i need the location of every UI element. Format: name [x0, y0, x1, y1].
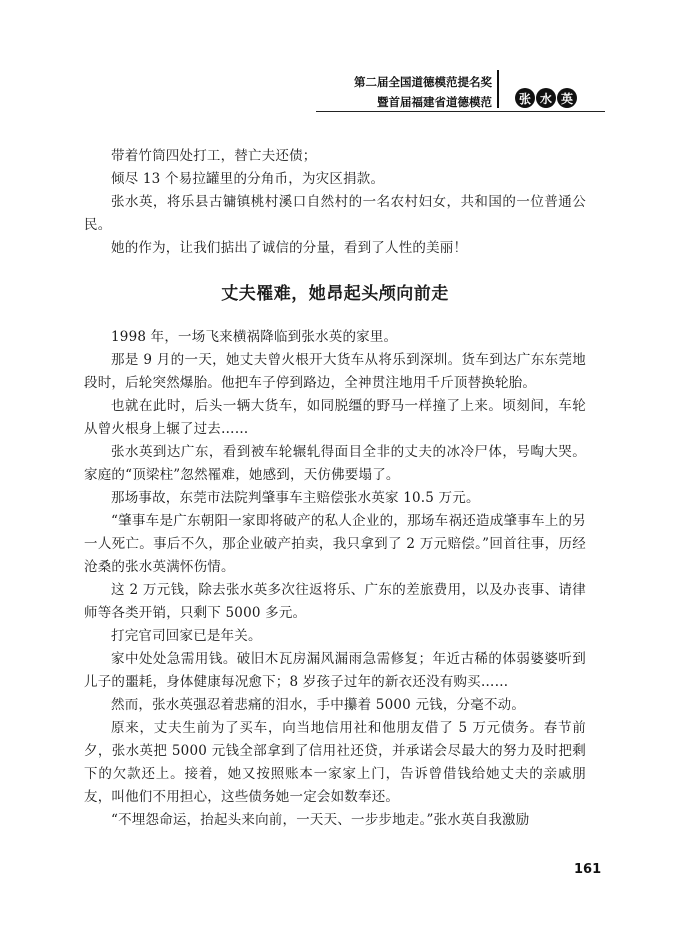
header-divider: [497, 70, 499, 108]
name-badge: 水: [536, 88, 556, 108]
name-badge: 张: [515, 88, 535, 108]
intro-paragraph: 带着竹筒四处打工，替亡夫还债；: [111, 148, 317, 164]
section-heading: 丈夫罹难，她昂起头颅向前走: [221, 284, 449, 304]
body-paragraph: 1998 年，一场飞来横祸降临到张水英的家里。: [111, 329, 398, 345]
name-badge: 英: [557, 88, 577, 108]
header-title-block: [316, 72, 492, 112]
body-paragraph: 也就在此时，后头一辆大货车，如同脱缰的野马一样撞了上来。顷刻间，车轮从曾火根身上辗了过去……: [84, 398, 586, 437]
body-paragraph: “不埋怨命运，抬起头来向前，一天天、一步步地走。”张水英自我激励: [111, 812, 530, 828]
body-paragraph: 家中处处急需用钱。破旧木瓦房漏风漏雨急需修复；年近古稀的体弱婆婆听到儿子的噩耗，身体健康每况愈下；8 岁孩子过年的新衣还没有购买……: [84, 651, 586, 690]
body-paragraph: 这 2 万元钱，除去张水英多次往返将乐、广东的差旅费用，以及办丧事、请律师等各类开销，只剩下 5000 多元。: [84, 582, 586, 621]
header-rule: [316, 111, 605, 112]
running-header: [0, 0, 677, 120]
body-paragraph: 那场事故，东莞市法院判肇事车主赔偿张水英家 10.5 万元。: [111, 490, 480, 506]
body-paragraph: 打完官司回家已是年关。: [111, 628, 262, 644]
body-paragraph: 那是 9 月的一天，她丈夫曾火根开大货车从将乐到深圳。货车到达广东东莞地段时，后轮突然爆胎。他把车子停到路边，全神贯注地用千斤顶替换轮胎。: [84, 352, 586, 391]
page-number: 161: [574, 862, 602, 877]
body-paragraph: “肇事车是广东朝阳一家即将破产的私人企业的，那场车祸还造成肇事车上的另一人死亡。事后不久，那企业破产拍卖，我只拿到了 2 万元赔偿。”回首往事，历经沧桑的张水英满怀伤情。: [84, 513, 586, 575]
body-paragraph: 然而，张水英强忍着悲痛的泪水，手中攥着 5000 元钱，分毫不动。: [111, 697, 526, 713]
intro-paragraph: 张水英，将乐县古镛镇桃村溪口自然村的一名农村妇女，共和国的一位普通公民。: [84, 194, 586, 233]
intro-paragraph: 倾尽 13 个易拉罐里的分角币，为灾区捐款。: [111, 171, 385, 187]
body-paragraph: 原来，丈夫生前为了买车，向当地信用社和他朋友借了 5 万元债务。春节前夕，张水英把 5000 元钱全部拿到了信用社还贷，并承诺会尽最大的努力及时把剩下的欠款还上。接着，她又按照账本一家家上门，告诉曾借钱给她丈夫的亲戚朋友，叫他们不用担心，这些债务她一定会如数奉还。: [84, 720, 586, 805]
body-paragraph: 张水英到达广东，看到被车轮辗轧得面目全非的丈夫的冰冷尸体，号啕大哭。家庭的“顶梁柱”忽然罹难，她感到，天仿佛要塌了。: [84, 444, 586, 483]
name-badge-group: [515, 88, 577, 108]
header-line-2: 暨首届福建省道德模范: [377, 95, 492, 109]
header-line-1: 第二届全国道德模范提名奖: [354, 75, 492, 89]
intro-paragraph: 她的作为，让我们掂出了诚信的分量，看到了人性的美丽！: [111, 240, 468, 256]
page-body: [84, 145, 586, 832]
